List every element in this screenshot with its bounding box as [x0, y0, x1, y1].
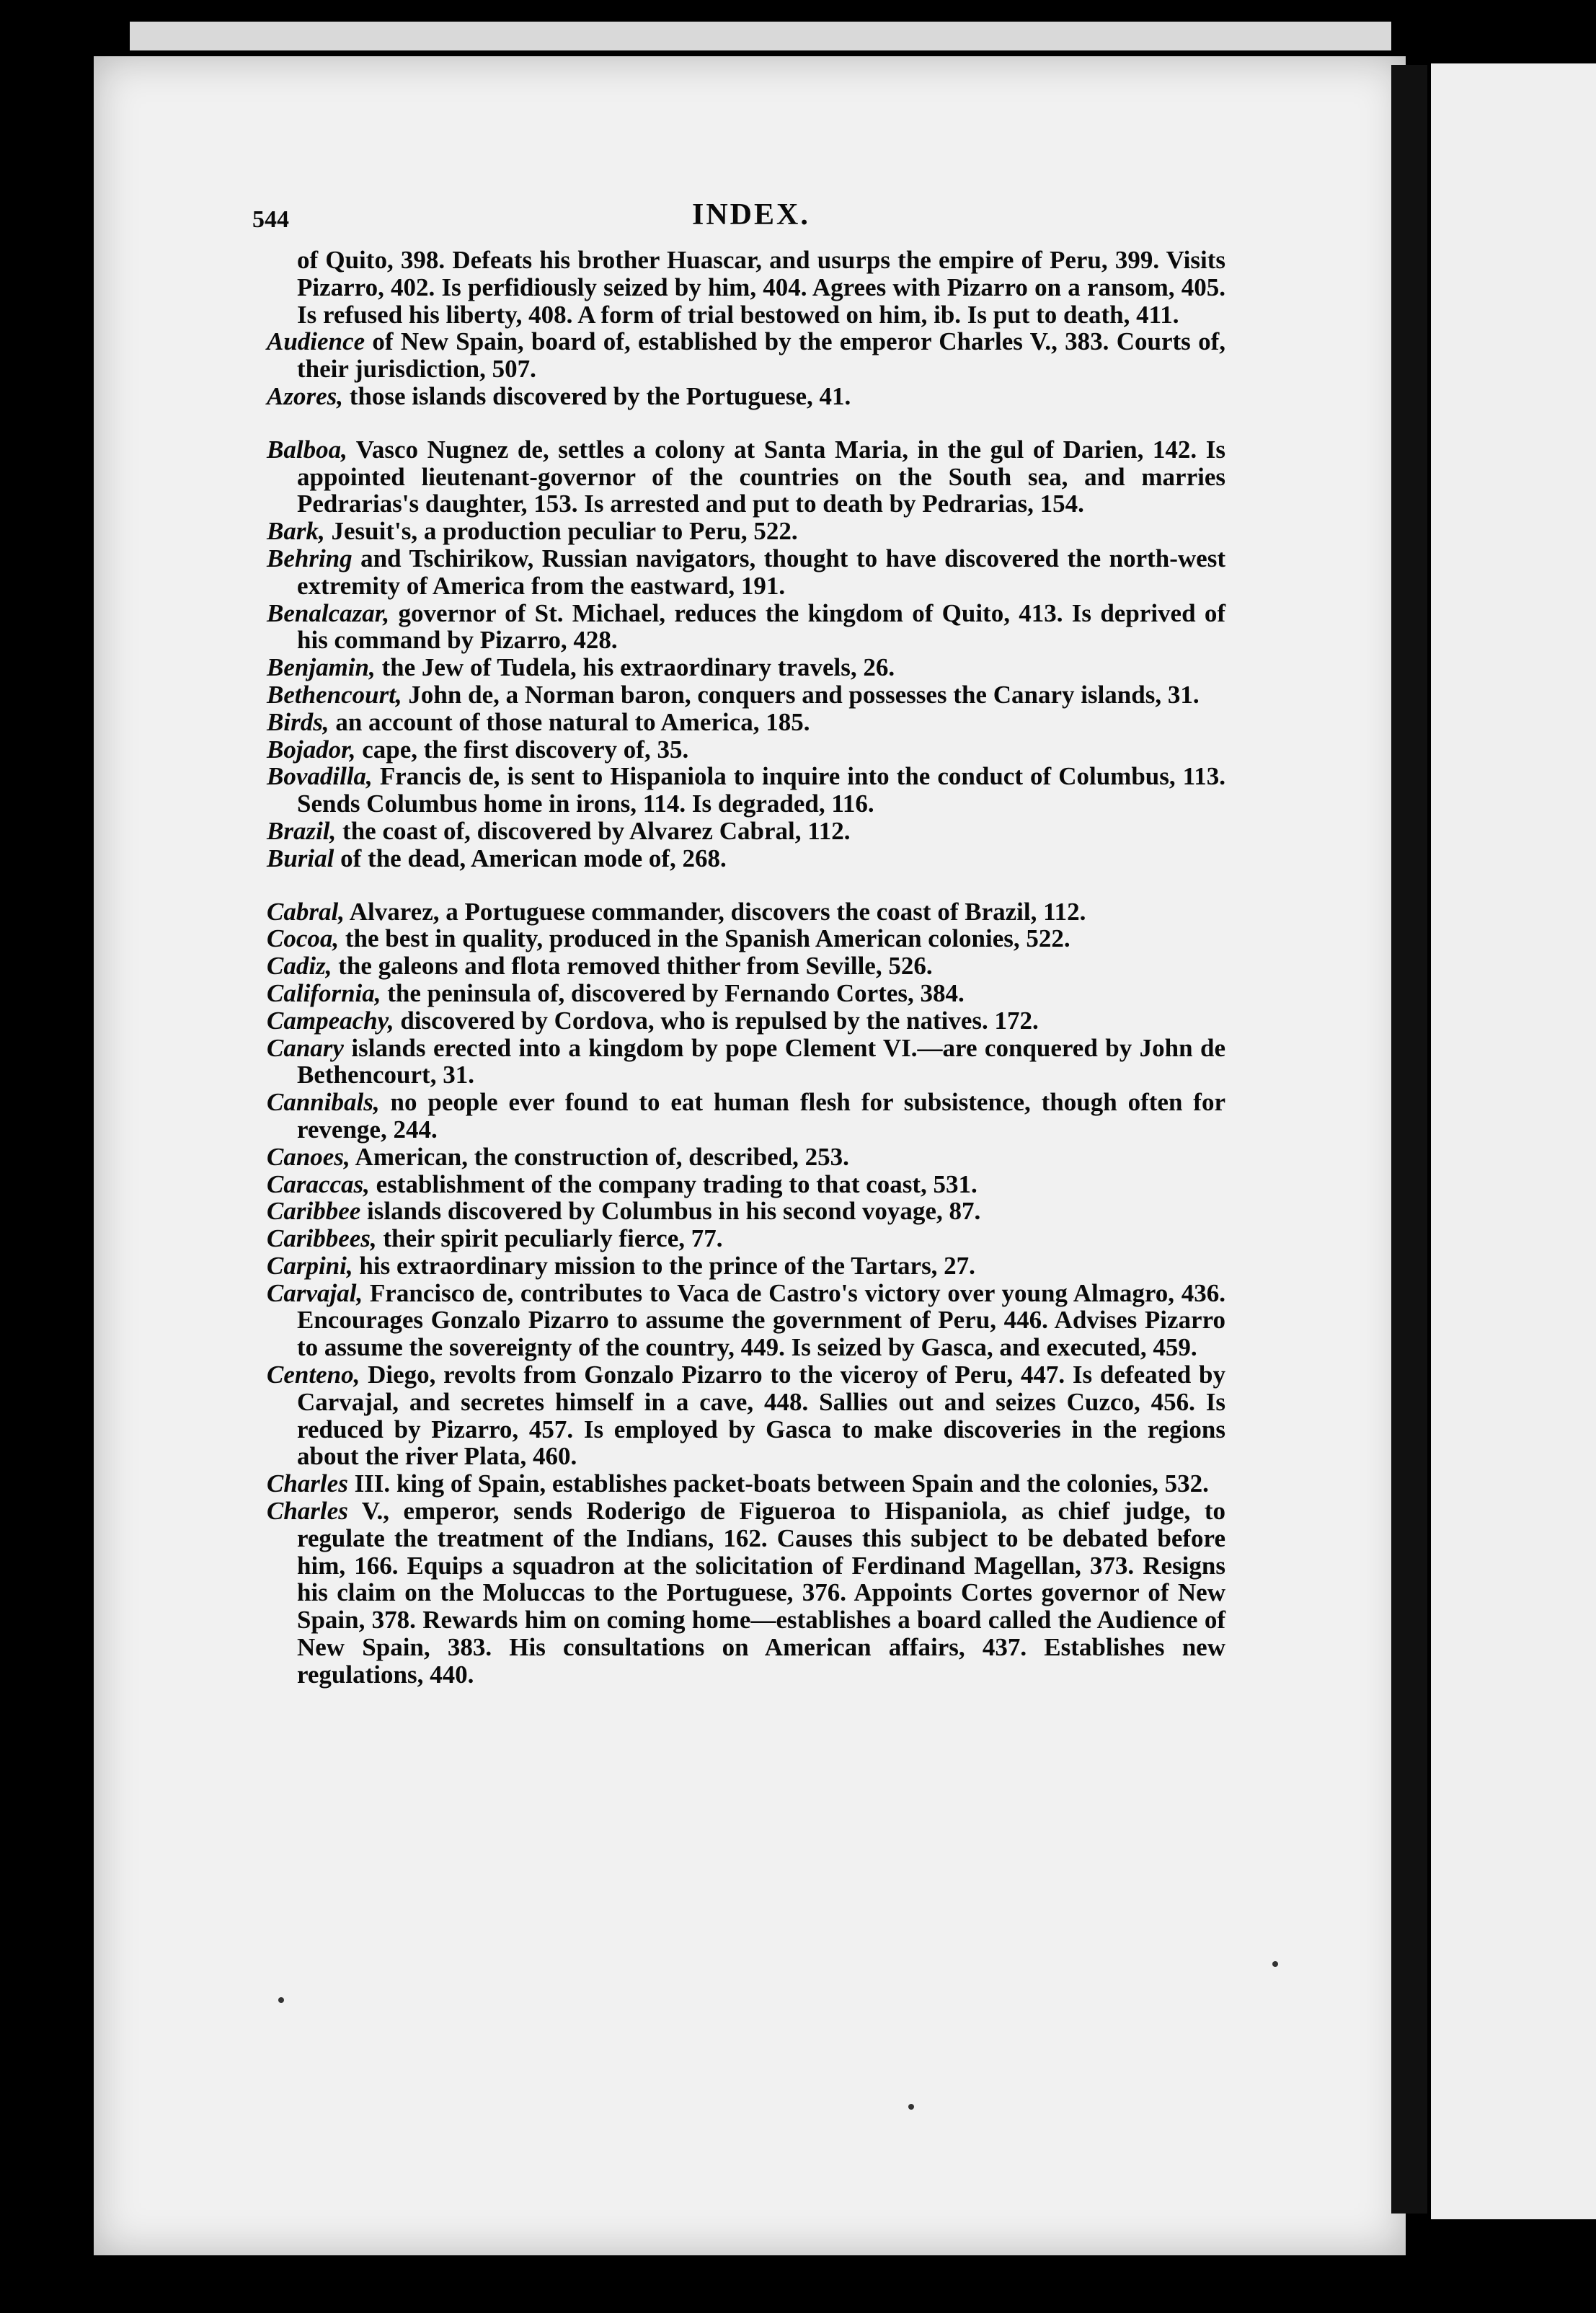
index-entry	[267, 1007, 1225, 1035]
entry-text: islands discovered by Columbus in his second voyage, 87.	[360, 1197, 981, 1226]
index-entry	[267, 736, 1225, 764]
index-entry	[267, 681, 1225, 709]
facing-page-edge	[1431, 63, 1596, 2219]
entry-text: no people ever found to eat human flesh for subsistence, though often for revenge, 244.	[297, 1088, 1225, 1144]
section-gap	[267, 410, 1225, 436]
index-entry	[267, 247, 1225, 328]
entry-text: of New Spain, board of, established by the emperor Charles V., 383. Courts of, their jurisdiction, 507.	[297, 327, 1225, 384]
index-entry	[267, 1144, 1225, 1171]
index-entry	[267, 980, 1225, 1007]
entry-headword: Cannibals,	[267, 1088, 380, 1117]
entry-headword: Caraccas,	[267, 1169, 370, 1198]
entry-text: Vasco Nugnez de, settles a colony at Santa Maria, in the gul of Darien, 142. Is appointed lieutenant-governor of the countries on the South sea, and marries Pedrarias's daughter, 153. Is arrested and put to death by Pedrarias, 154.	[297, 435, 1225, 518]
book-gutter	[1391, 65, 1427, 2214]
index-entry	[267, 845, 1225, 872]
entry-text: the galeons and flota removed thither from Seville, 526.	[332, 952, 933, 981]
entry-text: the Jew of Tudela, his extraordinary travels, 26.	[375, 653, 895, 682]
index-entry	[267, 654, 1225, 681]
ink-speck	[1272, 1961, 1278, 1967]
index-entry	[267, 328, 1225, 383]
entry-text: V., emperor, sends Roderigo de Figueroa to Hispaniola, as chief judge, to regulate the treatment of the Indians, 162. Causes this subject to be debated before him, 166. Equips a squadron at the solicitation of Ferdinand Magellan, 373. Resigns his claim on the Moluccas to the Portuguese, 376. Appoints Cortes governor of New Spain, 378. Rewards him on coming home—establishes a board called the Audience of New Spain, 383. His consultations on American affairs, 437. Establishes new regulations, 440.	[297, 1497, 1225, 1689]
entry-headword: Benalcazar,	[267, 598, 390, 627]
entry-text: governor of St. Michael, reduces the kingdom of Quito, 413. Is deprived of his command by Pizarro, 428.	[297, 598, 1225, 655]
ink-speck	[278, 1997, 284, 2003]
entry-text: Jesuit's, a production peculiar to Peru, 522.	[324, 517, 798, 546]
index-entry	[267, 518, 1225, 545]
entry-headword: Cadiz,	[267, 952, 332, 981]
index-entry	[267, 818, 1225, 845]
entry-text: of Quito, 398. Defeats his brother Huascar, and usurps the empire of Peru, 399. Visits Pizarro, 402. Is perfidiously seized by him, 404. Agrees with Pizarro on a ransom, 405. Is refused his liberty, 408. A form of trial bestowed on him, ib. Is put to death, 411.	[297, 246, 1225, 329]
entry-headword: Charles	[267, 1497, 348, 1526]
index-entry	[267, 709, 1225, 736]
index-entry	[267, 1089, 1225, 1144]
entry-text: their spirit peculiarly fierce, 77.	[376, 1224, 723, 1253]
index-page-content	[252, 198, 1225, 1689]
index-entry	[267, 545, 1225, 600]
index-entry	[267, 1470, 1225, 1498]
entry-headword: Audience	[267, 327, 365, 356]
entry-text: those islands discovered by the Portuguese, 41.	[343, 381, 851, 410]
page-top-edge	[130, 22, 1391, 50]
entry-headword: Canary	[267, 1033, 344, 1062]
entry-text: establishment of the company trading to that coast, 531.	[369, 1169, 977, 1198]
index-entry	[267, 1280, 1225, 1361]
entry-headword: Bark,	[267, 517, 325, 546]
entry-headword: California,	[267, 978, 381, 1007]
index-entry	[267, 925, 1225, 952]
index-entry	[267, 1171, 1225, 1198]
index-entry	[267, 1361, 1225, 1470]
entry-text: his extraordinary mission to the prince of the Tartars, 27.	[353, 1251, 975, 1280]
entry-text: Francisco de, contributes to Vaca de Castro's victory over young Almagro, 436. Encourages Gonzalo Pizarro to assume the government of Peru, 446. Advises Pizarro to assume the sovereignty of the country, 449. Is seized by Gasca, and executed, 459.	[297, 1278, 1225, 1362]
entry-text: an account of those natural to America, 185.	[329, 707, 810, 736]
entry-headword: Caribbee	[267, 1197, 361, 1226]
entry-headword: Carpini,	[267, 1251, 353, 1280]
index-entry	[267, 1035, 1225, 1089]
index-entry	[267, 763, 1225, 818]
entry-text: of the dead, American mode of, 268.	[334, 844, 727, 872]
entry-text: islands erected into a kingdom by pope Clement VI.—are conquered by John de Bethencourt, 31.	[297, 1033, 1225, 1089]
entry-headword: Bovadilla,	[267, 762, 373, 791]
entry-headword: Burial	[267, 844, 334, 872]
entry-headword: Azores,	[267, 381, 343, 410]
entry-headword: Brazil,	[267, 816, 337, 845]
entry-text: Francis de, is sent to Hispaniola to inquire into the conduct of Columbus, 113. Sends Columbus home in irons, 114. Is degraded, 116.	[297, 762, 1225, 818]
entry-headword: Caribbees,	[267, 1224, 377, 1253]
index-entry	[267, 1198, 1225, 1225]
entry-headword: Campeachy,	[267, 1006, 394, 1035]
entry-text: and Tschirikow, Russian navigators, thought to have discovered the north-west extremity of America from the eastward, 191.	[297, 544, 1225, 600]
index-entry	[267, 600, 1225, 655]
index-entry	[267, 898, 1225, 926]
entry-text: American, the construction of, described, 253.	[350, 1142, 849, 1171]
index-entry	[267, 1252, 1225, 1280]
entry-headword: Birds,	[267, 707, 329, 736]
ink-speck	[908, 2104, 914, 2110]
entry-headword: Cabral,	[267, 897, 345, 926]
entry-text: Diego, revolts from Gonzalo Pizarro to the viceroy of Peru, 447. Is defeated by Carvajal, and secretes himself in a cave, 448. Sallies out and seizes Cuzco, 456. Is reduced by Pizarro, 457. Is employed by Gasca to make discoveries in the regions about the river Plata, 460.	[297, 1361, 1225, 1471]
entry-headword: Benjamin,	[267, 653, 376, 682]
index-entry	[267, 1225, 1225, 1252]
entry-text: John de, a Norman baron, conquers and possesses the Canary islands, 31.	[402, 680, 1200, 709]
entry-text: discovered by Cordova, who is repulsed by the natives. 172.	[394, 1006, 1039, 1035]
entry-headword: Cocoa,	[267, 924, 340, 953]
page-title: INDEX.	[692, 198, 810, 231]
entry-text: the coast of, discovered by Alvarez Cabral, 112.	[336, 816, 851, 845]
entry-headword: Balboa,	[267, 435, 347, 464]
index-entry	[267, 952, 1225, 980]
entry-text: III. king of Spain, establishes packet-boats between Spain and the colonies, 532.	[347, 1469, 1209, 1498]
index-entry	[267, 436, 1225, 518]
entry-text: cape, the first discovery of, 35.	[355, 735, 689, 764]
entry-headword: Bojador,	[267, 735, 356, 764]
entry-text: the best in quality, produced in the Spanish American colonies, 522.	[339, 924, 1070, 953]
section-gap	[267, 872, 1225, 898]
entry-text: the peninsula of, discovered by Fernando Cortes, 384.	[381, 978, 965, 1007]
entry-headword: Charles	[267, 1469, 348, 1498]
entry-text: Alvarez, a Portuguese commander, discovers the coast of Brazil, 112.	[344, 897, 1086, 926]
page-number: 544	[252, 206, 289, 233]
entry-headword: Canoes,	[267, 1142, 350, 1171]
index-entry	[267, 383, 1225, 410]
entry-headword: Bethencourt,	[267, 680, 402, 709]
entry-headword: Centeno,	[267, 1361, 360, 1389]
index-entry	[267, 1498, 1225, 1689]
page-header	[252, 198, 1225, 247]
entry-headword: Carvajal,	[267, 1278, 363, 1307]
entry-headword: Behring	[267, 544, 353, 572]
